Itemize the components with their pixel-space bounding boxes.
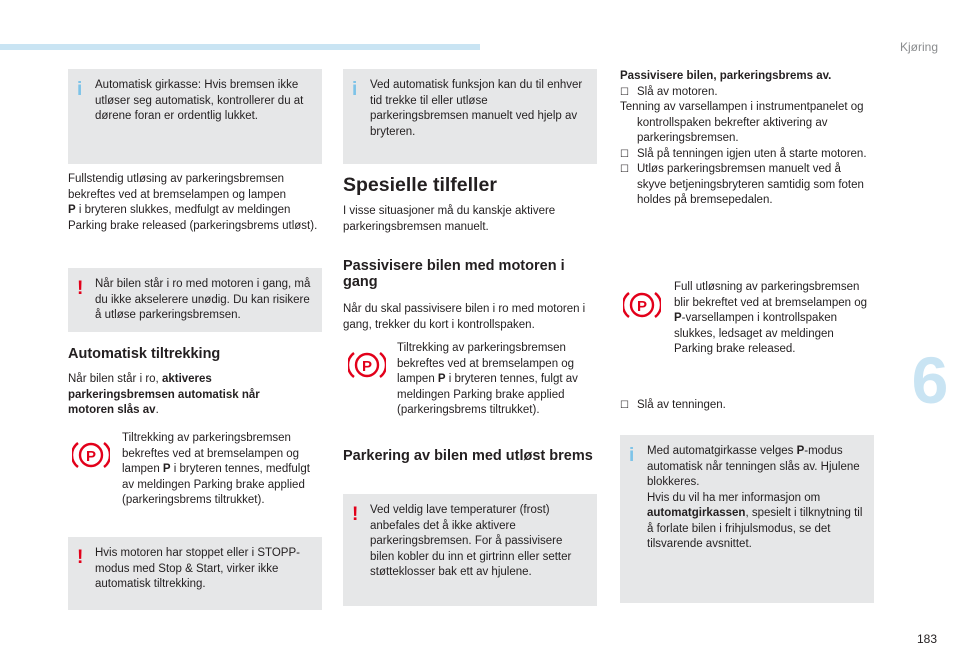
lamp-letter: P: [68, 204, 76, 216]
info-note-bold: automatgirkassen: [647, 507, 746, 519]
caption-text: i bryteren tennes, medfulgt av meldingen Parking brake applied (parkeringsbrems tiltrukket).: [122, 463, 310, 506]
lamp-letter: P: [162, 463, 171, 475]
step-text: Slå på tenningen igjen uten å starte motoren.: [637, 147, 867, 160]
warning-icon: !: [77, 278, 84, 299]
step-item: [620, 147, 870, 163]
section-heading: Parkering av bilen med utløst brems: [343, 448, 593, 464]
lamp-letter: P: [674, 312, 682, 324]
parking-brake-warning-icon: [623, 288, 661, 322]
warning-note-box: [68, 537, 322, 610]
section-title: Kjøring: [899, 40, 938, 54]
svg-text:P: P: [636, 298, 648, 315]
procedure: [620, 69, 870, 209]
info-note-text: Hvis du vil ha mer informasjon om: [647, 491, 821, 504]
parking-brake-warning-icon: [348, 348, 386, 382]
caption-text: Tiltrekking av parkeringsbremsen bekreftes ved at bremselampen og lampen: [397, 342, 575, 385]
paragraph-text: Når bilen står i ro,: [68, 373, 162, 385]
paragraph: I visse situasjoner må du kanskje aktivere parkeringsbremsen manuelt.: [343, 205, 556, 233]
step-note: Tenning av varsellampen i instrumentpanelet og kontrollspaken bekrefter aktivering av parkeringsbremsen.: [620, 101, 864, 144]
svg-text:P: P: [85, 448, 97, 465]
procedure-heading: Passivisere bilen, parkeringsbrems av.: [620, 70, 832, 82]
step-item: [620, 398, 870, 414]
paragraph-text: i bryteren slukkes, medfulgt av meldingen Parking brake released (parkeringsbrems utløst).: [68, 204, 318, 232]
warning-note-text: Ved veldig lave temperaturer (frost) anbefales det å ikke aktivere parkeringsbremsen. For å passivisere bilen kobler du inn et girtrinn eller setter støtteklosser bak ett av hjulene.: [370, 504, 572, 578]
step-item: [620, 85, 870, 101]
parking-brake-warning-icon: [72, 438, 110, 472]
step-text: Utløs parkeringsbremsen manuelt ved å skyve betjeningsbryteren samtidig som foten holdes på bremsepedalen.: [637, 163, 864, 206]
info-note-box: [620, 435, 874, 603]
checkbox-square-icon: ☐: [620, 148, 629, 160]
svg-text:P: P: [361, 358, 373, 375]
warning-icon: !: [77, 547, 84, 568]
top-accent-bar: [0, 44, 480, 50]
section-heading: Passivisere bilen med motoren i gang: [343, 258, 565, 290]
warning-note-text: Hvis motoren har stoppet eller i STOPP-modus med Stop & Start, virker ikke automatisk tiltrekking.: [95, 547, 300, 590]
paragraph: Når du skal passivisere bilen i ro med motoren i gang, trekker du kort i kontrollspaken.: [343, 303, 586, 331]
warning-icon: !: [352, 504, 359, 525]
page-number: 183: [916, 632, 937, 646]
warning-note-box: [343, 494, 597, 606]
paragraph-bold-text: aktiveres parkeringsbremsen automatisk når motoren slås av: [68, 373, 260, 416]
caption-text: -varsellampen i kontrollspaken slukkes, ledsaget av meldingen Parking brake released.: [674, 312, 837, 355]
icon-caption: [122, 431, 312, 509]
section-heading: Automatisk tiltrekking: [68, 346, 221, 362]
caption-text: i bryteren tennes, fulgt av meldingen Parking brake applied (parkeringsbrems tiltrukket).: [397, 373, 578, 416]
warning-note-box: [68, 268, 322, 332]
info-icon: i: [629, 445, 635, 466]
step-text: Slå av tenningen.: [637, 399, 726, 411]
checkbox-square-icon: ☐: [620, 86, 629, 98]
info-note-bold: P: [796, 445, 805, 457]
paragraph: [68, 372, 298, 419]
icon-caption: [674, 280, 874, 358]
info-note-text: Ved automatisk funksjon kan du til enhver tid trekke til eller utløse parkeringsbremsen manuelt ved hjelp av bryteren.: [370, 79, 583, 138]
icon-caption: [397, 341, 592, 419]
info-note-text: -modus automatisk når tenningen slås av. Hjulene blokkeres.: [647, 445, 860, 488]
info-note-text: Automatisk girkasse: Hvis bremsen ikke utløser seg automatisk, kontrollerer du at dørene foran er ordentlig lukket.: [95, 79, 304, 122]
checkbox-square-icon: ☐: [620, 400, 629, 411]
lamp-letter: P: [437, 373, 446, 385]
chapter-number: 6: [911, 343, 949, 417]
info-icon: i: [77, 79, 83, 100]
paragraph: [68, 172, 322, 234]
page-heading: Spesielle tilfeller: [343, 174, 497, 196]
info-note-box: [343, 69, 597, 164]
checkbox-square-icon: ☐: [620, 164, 629, 175]
warning-note-text: Når bilen står i ro med motoren i gang, må du ikke akselerere unødig. Du kan risikere å utløse parkeringsbremsen.: [95, 278, 311, 321]
paragraph-text: .: [155, 404, 159, 416]
info-note-box: [68, 69, 322, 164]
step-text: Slå av motoren.: [637, 85, 718, 98]
caption-text: Full utløsning av parkeringsbremsen blir bekreftet ved at bremselampen og: [674, 281, 868, 309]
info-note-text: , spesielt i tilknytning til å forlate bilen i frihjulsmodus, se det tilsvarende avsnittet.: [647, 507, 863, 550]
info-note-text: Med automatgirkasse velges: [647, 445, 797, 457]
paragraph-text: Fullstendig utløsing av parkeringsbremsen bekreftes ved at bremselampen og lampen: [68, 173, 286, 201]
caption-text: Tiltrekking av parkeringsbremsen bekreftes ved at bremselampen og lampen: [122, 432, 300, 475]
info-icon: i: [352, 79, 358, 100]
step-item: [620, 162, 870, 209]
